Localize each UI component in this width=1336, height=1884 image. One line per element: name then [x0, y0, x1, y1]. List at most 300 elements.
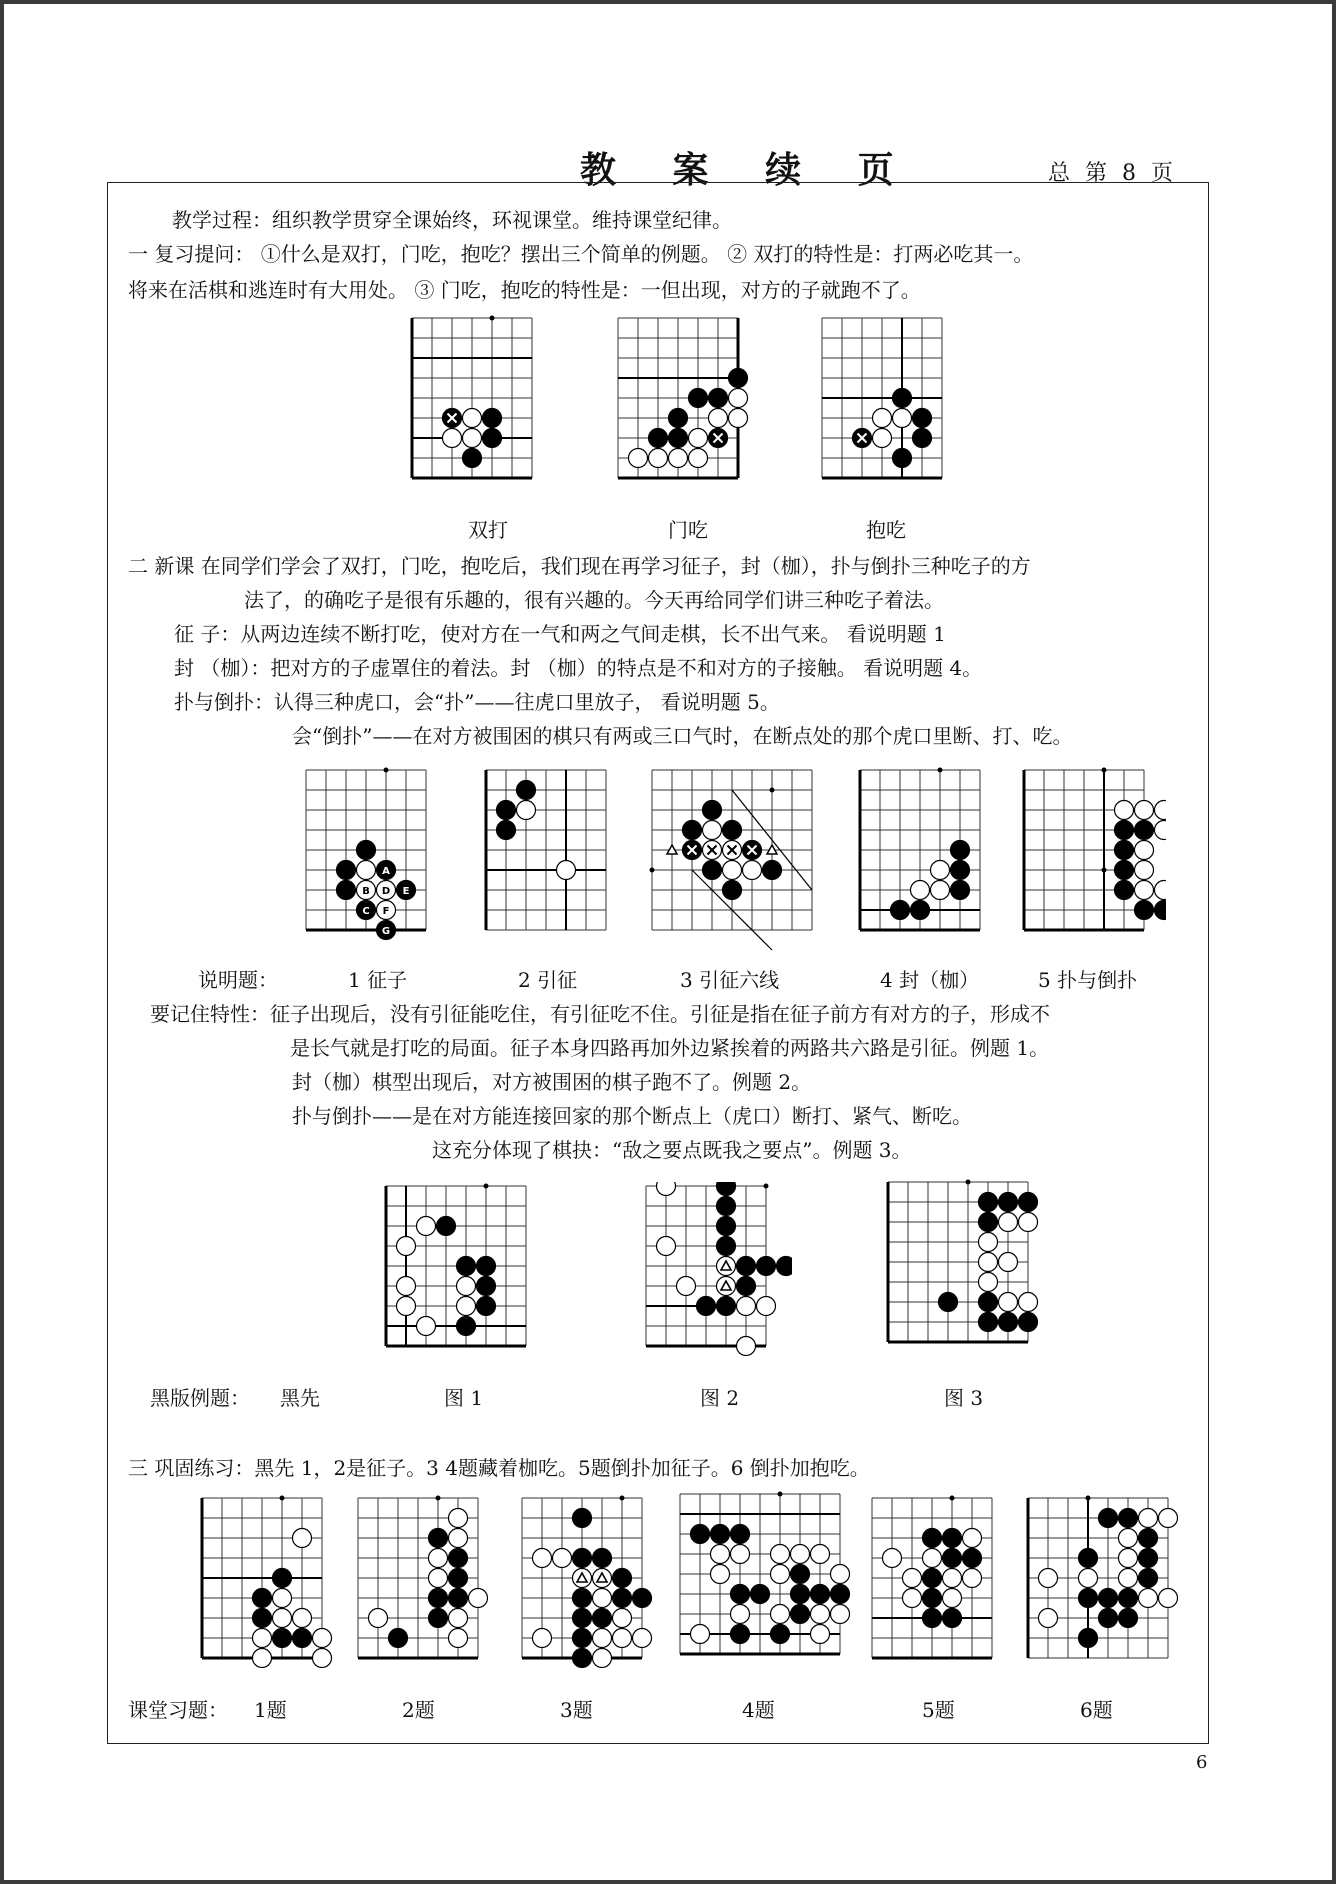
throw-in-definition: 扑与倒扑：认得三种虎口，会“扑”——往虎口里放子， 看说明题 5。: [174, 690, 780, 714]
black-stone: [253, 1609, 272, 1628]
white-stone: [377, 901, 396, 920]
black-stone: [443, 409, 462, 428]
white-stone: [1019, 1213, 1038, 1232]
black-stone: [853, 429, 872, 448]
black-stone: [497, 821, 516, 840]
black-stone: [573, 1509, 592, 1528]
white-stone: [463, 409, 482, 428]
net-definition: 封 （枷）：把对方的子虚罩住的着法。封 （枷）的特点是不和对方的子接触。 看说明题 4。: [174, 656, 983, 680]
black-stone: [669, 429, 688, 448]
caption-double-atari: 双打: [468, 518, 508, 542]
white-stone: [1119, 1549, 1138, 1568]
white-stone: [633, 1629, 652, 1648]
review-line-2: 将来在活棋和逃连时有大用处。 ③ 门吃，抱吃的特性是：一但出现，对方的子就跑不了。: [128, 278, 921, 302]
page: [4, 4, 1332, 1880]
black-stone: [1135, 821, 1154, 840]
new-lesson-line-2: 法了，的确吃子是很有乐趣的，很有兴趣的。今天再给同学们讲三种吃子着法。: [244, 588, 944, 612]
white-stone: [831, 1605, 850, 1624]
white-stone: [737, 1297, 756, 1316]
review-line-1: 一 复习提问： ①什么是双打，门吃，抱吃？摆出三个简单的例题。 ② 双打的特性是：打两必吃其一。: [128, 242, 1034, 266]
svg-text:B: B: [362, 886, 370, 897]
white-stone: [709, 409, 728, 428]
white-stone: [293, 1609, 312, 1628]
black-stone: [1135, 901, 1154, 920]
black-stone: [1115, 841, 1134, 860]
black-stone: [429, 1529, 448, 1548]
white-stone: [417, 1217, 436, 1236]
black-stone: [691, 1525, 710, 1544]
white-stone: [593, 1589, 612, 1608]
white-stone: [397, 1237, 416, 1256]
svg-text:C: C: [362, 906, 370, 917]
black-stone: [1115, 821, 1134, 840]
black-stone: [979, 1213, 998, 1232]
white-stone: [723, 841, 742, 860]
go-diagram-hug-capture: [818, 314, 964, 500]
black-stone: [293, 1629, 312, 1648]
board-grid: [822, 318, 942, 478]
black-stone: [743, 841, 762, 860]
black-stone: [943, 1549, 962, 1568]
go-diagram-figure-3: [884, 1178, 1048, 1372]
black-stone: [449, 1569, 468, 1588]
white-stone: [999, 1213, 1018, 1232]
white-stone: [1039, 1569, 1058, 1588]
white-stone: [533, 1549, 552, 1568]
black-stone: [923, 1609, 942, 1628]
black-stone: [737, 1257, 756, 1276]
black-stone: [573, 1649, 592, 1668]
white-stone: [883, 1549, 902, 1568]
remember-line-1: 要记住特性：征子出现后，没有引征能吃住，有引征吃不住。引征是指在征子前方有对方的子，形成不: [150, 1002, 1050, 1026]
page-number-label: 总 第 8 页: [1048, 161, 1177, 186]
snapback-definition: 会“倒扑”——在对方被围困的棋只有两或三口气时，在断点处的那个虎口里断、打、吃。: [292, 724, 1073, 748]
black-stone: [477, 1297, 496, 1316]
black-stone: [979, 1313, 998, 1332]
black-stone: [717, 1217, 736, 1236]
white-stone: [613, 1629, 632, 1648]
black-first-label: 黑先: [280, 1386, 320, 1410]
white-stone: [669, 449, 688, 468]
white-stone: [429, 1569, 448, 1588]
white-stone: [533, 1629, 552, 1648]
black-stone: [613, 1569, 632, 1588]
black-stone: [1155, 901, 1167, 920]
white-stone: [1139, 1589, 1158, 1608]
black-stone: [449, 1589, 468, 1608]
black-stone: [273, 1569, 292, 1588]
white-stone: [811, 1625, 830, 1644]
black-stone: [791, 1565, 810, 1584]
black-stone: [717, 1297, 736, 1316]
black-stone: [397, 881, 416, 900]
white-stone: [1159, 1509, 1178, 1528]
white-stone: [737, 1337, 756, 1356]
intro-text: 教学过程：组织教学贯穿全课始终，环视课堂。维持课堂纪律。: [172, 208, 732, 232]
white-stone: [273, 1609, 292, 1628]
white-stone: [873, 429, 892, 448]
white-stone: [357, 861, 376, 880]
white-stone: [963, 1569, 982, 1588]
white-stone: [717, 1277, 736, 1296]
white-stone: [449, 1509, 468, 1528]
white-stone: [931, 861, 950, 880]
white-stone: [397, 1277, 416, 1296]
black-stone: [1079, 1629, 1098, 1648]
black-stone: [703, 801, 722, 820]
white-stone: [1135, 801, 1154, 820]
white-stone: [831, 1565, 850, 1584]
white-stone: [903, 1589, 922, 1608]
white-stone: [743, 861, 762, 880]
caption-net: 4 封（枷）: [880, 968, 980, 992]
black-stone: [1099, 1509, 1118, 1528]
black-stone: [273, 1629, 292, 1648]
white-stone: [657, 1182, 676, 1196]
white-stone: [593, 1649, 612, 1668]
black-stone: [437, 1217, 456, 1236]
footer-page-number: 6: [1196, 1752, 1208, 1773]
white-stone: [717, 1257, 736, 1276]
white-stone: [449, 1529, 468, 1548]
black-stone: [737, 1277, 756, 1296]
black-stone: [751, 1585, 770, 1604]
svg-text:F: F: [382, 906, 390, 917]
white-stone: [711, 1545, 730, 1564]
white-stone: [999, 1253, 1018, 1272]
white-stone: [1139, 1509, 1158, 1528]
white-stone: [573, 1569, 592, 1588]
white-stone: [369, 1609, 388, 1628]
black-stone: [1099, 1609, 1118, 1628]
black-stone: [573, 1629, 592, 1648]
exercise-6-caption: 6题: [1080, 1698, 1113, 1722]
black-stone: [791, 1605, 810, 1624]
black-stone: [357, 901, 376, 920]
black-stone: [923, 1529, 942, 1548]
white-stone: [553, 1549, 572, 1568]
white-stone: [711, 1565, 730, 1584]
white-stone: [791, 1545, 810, 1564]
black-stone: [457, 1257, 476, 1276]
white-stone: [1079, 1569, 1098, 1588]
board-example-label: 黑版例题：: [150, 1386, 250, 1410]
black-stone: [477, 1277, 496, 1296]
svg-text:A: A: [382, 866, 390, 877]
white-stone: [417, 1317, 436, 1336]
white-stone: [723, 861, 742, 880]
practice-line: 三 巩固练习：黑先 1，2是征子。3 4题藏着枷吃。5题倒扑加征子。6 倒扑加抱吃。: [128, 1456, 870, 1480]
white-stone: [999, 1293, 1018, 1312]
black-stone: [429, 1589, 448, 1608]
black-stone: [449, 1549, 468, 1568]
white-stone: [979, 1253, 998, 1272]
white-stone: [931, 881, 950, 900]
white-stone: [689, 429, 708, 448]
white-stone: [893, 409, 912, 428]
white-stone: [691, 1625, 710, 1644]
black-stone: [831, 1585, 850, 1604]
black-stone: [911, 901, 930, 920]
go-exercise-3: [518, 1494, 668, 1684]
white-stone: [943, 1569, 962, 1588]
black-stone: [731, 1585, 750, 1604]
white-stone: [903, 1569, 922, 1588]
white-stone: [293, 1529, 312, 1548]
go-diagram-double-atari: [408, 314, 554, 500]
explanation-label: 说明题：: [198, 968, 278, 992]
remember-line-2: 是长气就是打吃的局面。征子本身四路再加外边紧挨着的两路共六路是引征。例题 1。: [290, 1036, 1050, 1060]
page-title: 教 案 续 页: [580, 150, 916, 191]
white-stone: [1119, 1529, 1138, 1548]
white-stone: [757, 1297, 776, 1316]
black-stone: [717, 1237, 736, 1256]
black-stone: [923, 1589, 942, 1608]
go-exercise-6: [1024, 1494, 1188, 1684]
white-stone: [731, 1545, 750, 1564]
white-stone: [943, 1589, 962, 1608]
go-exercise-2: [354, 1494, 504, 1684]
black-stone: [717, 1197, 736, 1216]
black-stone: [253, 1589, 272, 1608]
white-stone: [811, 1545, 830, 1564]
white-stone: [253, 1629, 272, 1648]
black-stone: [1119, 1589, 1138, 1608]
go-diagram-ladder: [302, 766, 448, 952]
black-stone: [791, 1585, 810, 1604]
white-stone: [557, 861, 576, 880]
black-stone: [389, 1629, 408, 1648]
go-diagram-ladder-six-lines: [648, 766, 834, 952]
go-diagram-figure-1: [382, 1182, 552, 1372]
white-stone: [593, 1569, 612, 1588]
black-stone: [811, 1585, 830, 1604]
black-stone: [573, 1589, 592, 1608]
caption-six-lines: 3 引征六线: [680, 968, 780, 992]
go-diagram-net: [856, 766, 1002, 952]
white-stone: [429, 1549, 448, 1568]
black-stone: [1119, 1509, 1138, 1528]
white-stone: [313, 1629, 332, 1648]
white-stone: [1155, 821, 1167, 840]
black-stone: [1115, 861, 1134, 880]
black-stone: [573, 1549, 592, 1568]
white-stone: [629, 449, 648, 468]
white-stone: [771, 1605, 790, 1624]
white-stone: [357, 881, 376, 900]
black-stone: [593, 1609, 612, 1628]
go-exercise-1: [198, 1494, 344, 1684]
black-stone: [771, 1625, 790, 1644]
black-stone: [999, 1313, 1018, 1332]
black-stone: [337, 881, 356, 900]
class-exercise-label: 课堂习题：: [128, 1698, 228, 1722]
black-stone: [613, 1589, 632, 1608]
exercise-1-caption: 1题: [254, 1698, 287, 1722]
white-stone: [273, 1589, 292, 1608]
exercise-5-caption: 5题: [922, 1698, 955, 1722]
caption-door-capture: 门吃: [668, 518, 708, 542]
white-stone: [657, 1237, 676, 1256]
white-stone: [463, 429, 482, 448]
white-stone: [377, 881, 396, 900]
white-stone: [923, 1549, 942, 1568]
black-stone: [729, 369, 748, 388]
black-stone: [1079, 1589, 1098, 1608]
white-stone: [1135, 881, 1154, 900]
black-stone: [377, 921, 396, 940]
black-stone: [1099, 1589, 1118, 1608]
black-stone: [757, 1257, 776, 1276]
white-stone: [253, 1649, 272, 1668]
white-stone: [873, 409, 892, 428]
black-stone: [1139, 1549, 1158, 1568]
black-stone: [943, 1609, 962, 1628]
black-stone: [689, 389, 708, 408]
exercise-2-caption: 2题: [402, 1698, 435, 1722]
white-stone: [729, 389, 748, 408]
white-stone: [771, 1565, 790, 1584]
black-stone: [429, 1609, 448, 1628]
white-stone: [811, 1605, 830, 1624]
black-stone: [717, 1182, 736, 1196]
black-stone: [497, 801, 516, 820]
black-stone: [669, 409, 688, 428]
black-stone: [979, 1293, 998, 1312]
black-stone: [893, 449, 912, 468]
white-stone: [469, 1589, 488, 1608]
caption-hug-capture: 抱吃: [866, 518, 906, 542]
white-stone: [1159, 1589, 1178, 1608]
black-stone: [923, 1569, 942, 1588]
black-stone: [709, 389, 728, 408]
black-stone: [913, 429, 932, 448]
go-diagram-door-capture: [614, 314, 760, 500]
exercise-4-caption: 4题: [742, 1698, 775, 1722]
black-stone: [457, 1317, 476, 1336]
black-stone: [891, 901, 910, 920]
white-stone: [449, 1629, 468, 1648]
white-stone: [649, 449, 668, 468]
white-stone: [457, 1277, 476, 1296]
black-stone: [709, 429, 728, 448]
white-stone: [457, 1297, 476, 1316]
white-stone: [1135, 841, 1154, 860]
black-stone: [913, 409, 932, 428]
black-stone: [1019, 1313, 1038, 1332]
white-stone: [731, 1605, 750, 1624]
white-stone: [703, 841, 722, 860]
black-stone: [777, 1257, 793, 1276]
black-stone: [463, 449, 482, 468]
black-stone: [483, 429, 502, 448]
remember-line-5: 这充分体现了棋抉：“敌之要点既我之要点”。例题 3。: [432, 1138, 912, 1162]
black-stone: [337, 861, 356, 880]
svg-text:E: E: [402, 886, 410, 897]
white-stone: [1019, 1293, 1038, 1312]
caption-ladder: 1 征子: [348, 968, 408, 992]
white-stone: [613, 1609, 632, 1628]
white-stone: [1115, 801, 1134, 820]
white-stone: [1155, 881, 1167, 900]
ladder-definition: 征 子：从两边连续不断打吃，使对方在一气和两之气间走棋，长不出气来。 看说明题 1: [174, 622, 946, 646]
black-stone: [979, 1193, 998, 1212]
figure-1-caption: 图 1: [444, 1386, 484, 1410]
black-stone: [1139, 1529, 1158, 1548]
black-stone: [377, 861, 396, 880]
svg-text:D: D: [381, 886, 391, 897]
black-stone: [593, 1549, 612, 1568]
black-stone: [893, 389, 912, 408]
go-diagram-figure-2: [642, 1182, 792, 1372]
black-stone: [1119, 1609, 1138, 1628]
go-exercise-4: [676, 1490, 862, 1684]
black-stone: [1079, 1549, 1098, 1568]
black-stone: [357, 841, 376, 860]
black-stone: [683, 841, 702, 860]
black-stone: [517, 781, 536, 800]
white-stone: [443, 429, 462, 448]
black-stone: [731, 1625, 750, 1644]
black-stone: [723, 821, 742, 840]
white-stone: [449, 1609, 468, 1628]
caption-ladder-breaker: 2 引征: [518, 968, 578, 992]
go-exercise-5: [868, 1494, 1014, 1684]
go-diagram-ladder-breaker: [482, 766, 628, 952]
white-stone: [911, 881, 930, 900]
remember-line-4: 扑与倒扑——是在对方能连接回家的那个断点上（虎口）断打、紧气、断吃。: [292, 1104, 972, 1128]
black-stone: [477, 1257, 496, 1276]
black-stone: [963, 1549, 982, 1568]
white-stone: [397, 1297, 416, 1316]
black-stone: [731, 1525, 750, 1544]
black-stone: [633, 1589, 652, 1608]
black-stone: [1019, 1193, 1038, 1212]
black-stone: [1139, 1569, 1158, 1588]
white-stone: [1155, 801, 1167, 820]
exercise-3-caption: 3题: [560, 1698, 593, 1722]
remember-line-3: 封（枷）棋型出现后，对方被围困的棋子跑不了。例题 2。: [292, 1070, 812, 1094]
black-stone: [1115, 881, 1134, 900]
black-stone: [683, 821, 702, 840]
white-stone: [963, 1529, 982, 1548]
black-stone: [483, 409, 502, 428]
black-stone: [951, 861, 970, 880]
black-stone: [943, 1529, 962, 1548]
board-grid: [486, 770, 606, 930]
white-stone: [689, 449, 708, 468]
white-stone: [703, 821, 722, 840]
black-stone: [939, 1293, 958, 1312]
white-stone: [729, 409, 748, 428]
go-diagram-snapback: [1020, 766, 1166, 952]
black-stone: [711, 1525, 730, 1544]
white-stone: [593, 1629, 612, 1648]
white-stone: [1039, 1609, 1058, 1628]
black-stone: [951, 841, 970, 860]
white-stone: [677, 1277, 696, 1296]
black-stone: [703, 861, 722, 880]
svg-text:G: G: [381, 926, 391, 937]
black-stone: [763, 861, 782, 880]
figure-2-caption: 图 2: [700, 1386, 740, 1410]
white-stone: [1135, 861, 1154, 880]
black-stone: [697, 1297, 716, 1316]
white-stone: [313, 1649, 332, 1668]
white-stone: [979, 1273, 998, 1292]
new-lesson-line-1: 二 新课 在同学们学会了双打，门吃，抱吃后，我们现在再学习征子，封（枷），扑与倒扑三种吃子的方: [128, 554, 1031, 578]
black-stone: [649, 429, 668, 448]
